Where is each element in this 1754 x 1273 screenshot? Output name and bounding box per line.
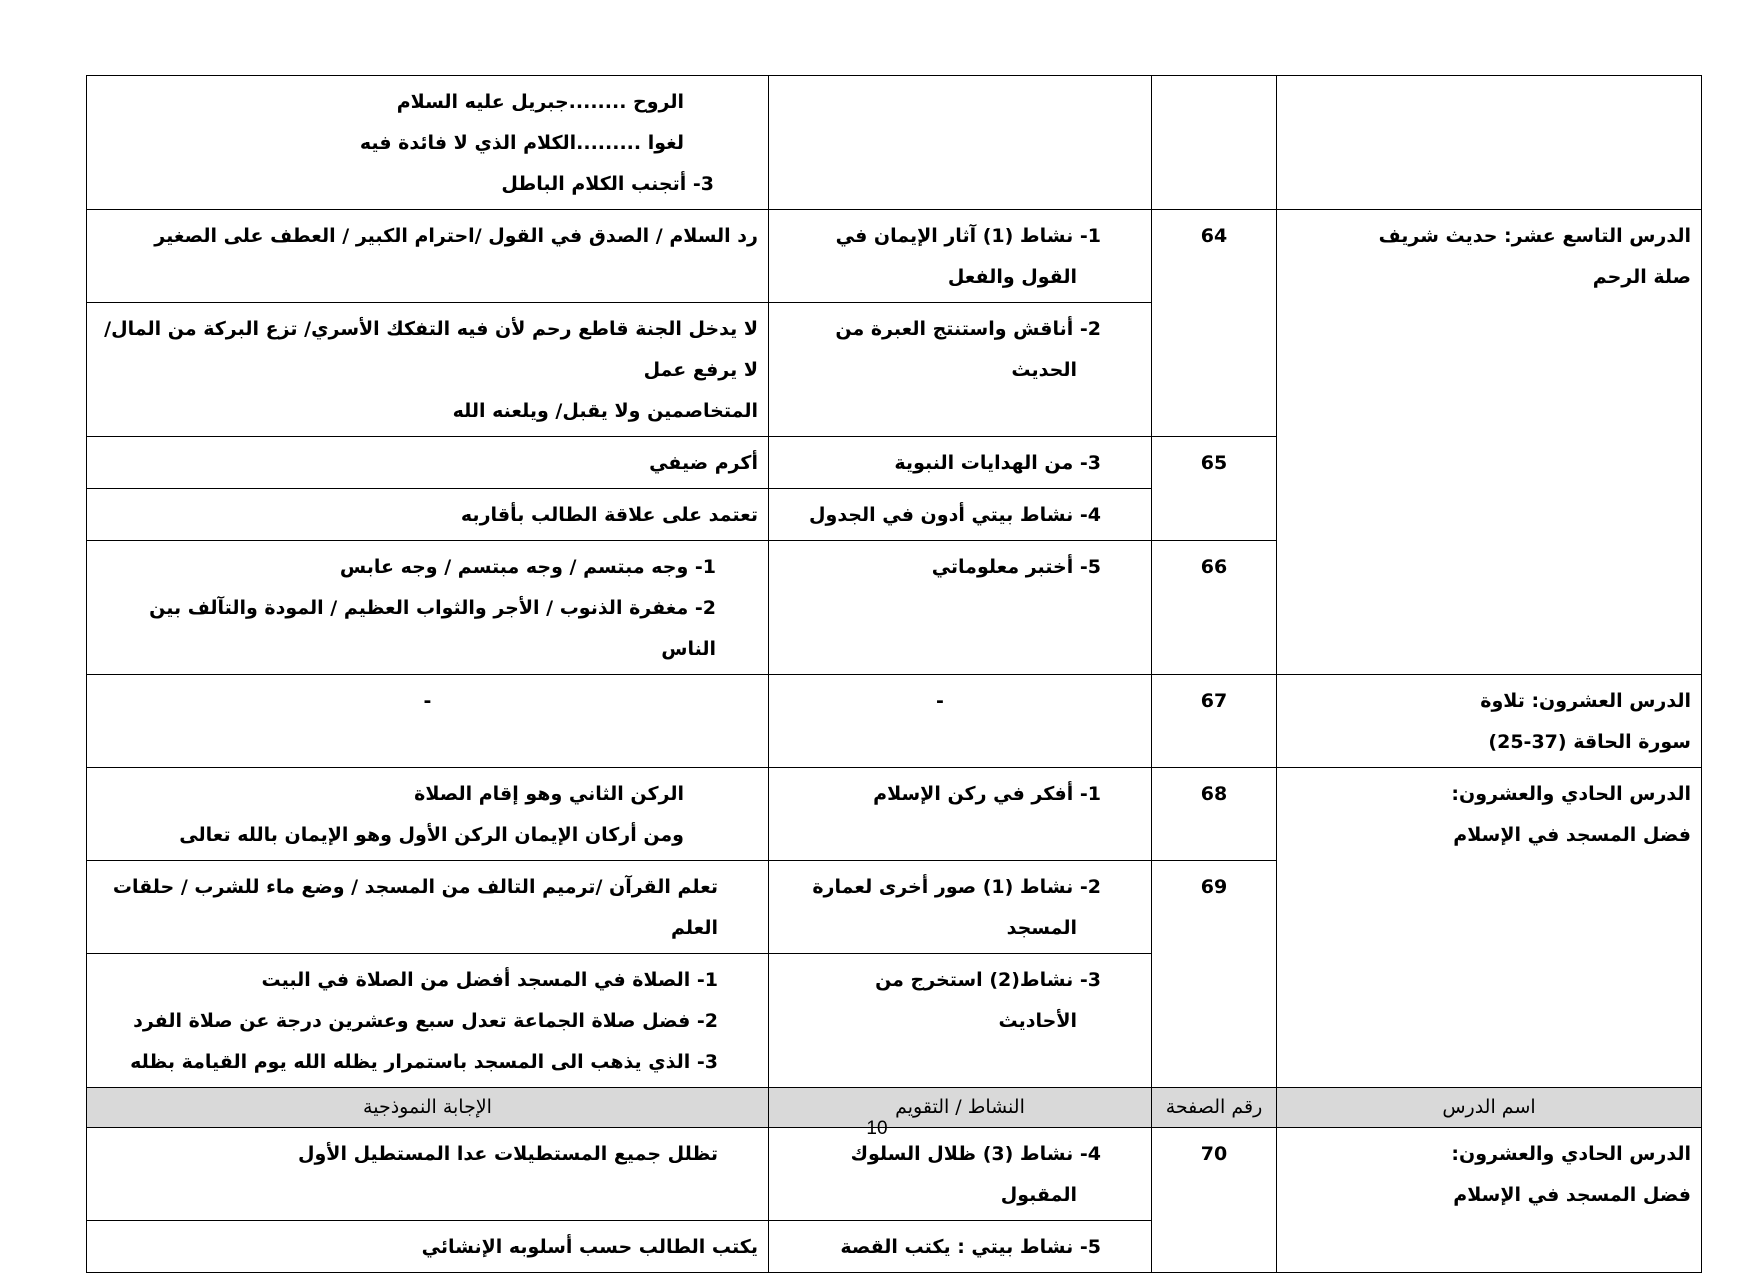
answer-cell: يكتب الطالب حسب أسلوبه الإنشائي	[87, 1221, 769, 1273]
page-number-cell: 68	[1152, 768, 1277, 861]
activity-line: 1- نشاط (1) آثار الإيمان في	[835, 225, 1101, 247]
lesson-subtitle: سورة الحاقة (37-25)	[1488, 731, 1691, 753]
table-row	[87, 76, 1702, 210]
lesson-title: الدرس الحادي والعشرون:	[1451, 1143, 1691, 1165]
lesson-name-cell	[1277, 768, 1702, 1088]
answer-line: -	[423, 690, 432, 712]
activity-line: 3- نشاط(2) استخرج من	[875, 969, 1101, 991]
page-number-cell: 64	[1152, 210, 1277, 437]
lesson-subtitle: فضل المسجد في الإسلام	[1453, 824, 1691, 846]
page-number-cell: 70	[1152, 1128, 1277, 1273]
activity-cell	[769, 861, 1152, 954]
table-row	[87, 675, 1702, 768]
answer-cell: تعتمد على علاقة الطالب بأقاربه	[87, 489, 769, 541]
header-lesson-name: اسم الدرس	[1277, 1088, 1702, 1128]
header-page-number: رقم الصفحة	[1152, 1088, 1277, 1128]
lesson-name-cell	[1277, 675, 1702, 768]
table-row	[87, 768, 1702, 861]
table-row	[87, 210, 1702, 303]
answer-line: 2- فضل صلاة الجماعة تعدل سبع وعشرين درجة عن صلاة الفرد	[133, 1010, 718, 1032]
answer-cell: أكرم ضيفي	[87, 437, 769, 489]
activity-line: المقبول	[1000, 1184, 1077, 1206]
activity-line: 4- نشاط (3) ظلال السلوك	[850, 1143, 1101, 1165]
answer-line: رد السلام / الصدق في القول /احترام الكبير / العطف على الصغير	[154, 225, 758, 247]
answer-line: 2- مغفرة الذنوب / الأجر والثواب العظيم / المودة والتآلف بين الناس	[149, 597, 716, 660]
lesson-subtitle: صلة الرحم	[1592, 266, 1691, 288]
lesson-name-cell	[1277, 1128, 1702, 1273]
answer-line: الروح ........جبريل عليه السلام	[396, 91, 684, 113]
answer-line: 3- الذي يذهب الى المسجد باستمرار يظله الله يوم القيامة بظله	[130, 1051, 718, 1073]
page-number-cell: 67	[1152, 675, 1277, 768]
activity-line: الحديث	[1011, 359, 1077, 381]
activity-line: 2- أناقش واستنتج العبرة من	[835, 318, 1101, 340]
answer-line: 1- وجه مبتسم / وجه مبتسم / وجه عابس	[339, 556, 716, 578]
page-number-cell: 69	[1152, 861, 1277, 1088]
answer-cell	[87, 303, 769, 437]
answer-line: المتخاصمين ولا يقبل/ ويلعنه الله	[452, 400, 758, 422]
activity-cell	[769, 675, 1152, 768]
activity-line: القول والفعل	[947, 266, 1077, 288]
activity-cell: 1- أفكر في ركن الإسلام	[769, 768, 1152, 861]
lesson-name-cell	[1277, 210, 1702, 675]
activity-line: المسجد	[1006, 917, 1077, 939]
lesson-title: الدرس العشرون: تلاوة	[1480, 690, 1691, 712]
answer-line: 3- أتجنب الكلام الباطل	[501, 173, 714, 195]
answer-cell	[87, 954, 769, 1088]
answer-line: الركن الثاني وهو إقام الصلاة	[414, 783, 684, 805]
page-number-cell	[1152, 76, 1277, 210]
lessons-answer-table	[86, 75, 1702, 1273]
answer-cell	[87, 210, 769, 303]
lesson-name-cell	[1277, 76, 1702, 210]
activity-cell	[769, 76, 1152, 210]
table-row	[87, 1128, 1702, 1221]
activity-line: 2- نشاط (1) صور أخرى لعمارة	[812, 876, 1101, 898]
page-number-cell: 65	[1152, 437, 1277, 541]
page-number-cell: 66	[1152, 541, 1277, 675]
header-activity: النشاط / التقويم	[769, 1088, 1152, 1128]
answer-line: ومن أركان الإيمان الركن الأول وهو الإيمان بالله تعالى	[179, 824, 684, 846]
activity-line: -	[936, 690, 944, 712]
lesson-title: الدرس الحادي والعشرون:	[1451, 783, 1691, 805]
lesson-subtitle: فضل المسجد في الإسلام	[1453, 1184, 1691, 1206]
activity-cell	[769, 303, 1152, 437]
answer-line: لا يدخل الجنة قاطع رحم لأن فيه التفكك الأسري/ تزع البركة من المال/ لا يرفع عمل	[104, 318, 758, 381]
answer-cell	[87, 768, 769, 861]
answer-cell: تظلل جميع المستطيلات عدا المستطيل الأول	[87, 1128, 769, 1221]
answer-cell	[87, 76, 769, 210]
answer-line: لغوا .........الكلام الذي لا فائدة فيه	[359, 132, 684, 154]
activity-cell: 4- نشاط بيتي أدون في الجدول	[769, 489, 1152, 541]
activity-line: الأحاديث	[998, 1010, 1077, 1032]
answer-cell: تعلم القرآن /ترميم التالف من المسجد / وضع ماء للشرب / حلقات العلم	[87, 861, 769, 954]
answer-cell	[87, 541, 769, 675]
activity-cell: 5- أختبر معلوماتي	[769, 541, 1152, 675]
activity-cell	[769, 1128, 1152, 1221]
answer-cell	[87, 675, 769, 768]
page-number-footer: 10	[866, 1118, 888, 1139]
answer-line: 1- الصلاة في المسجد أفضل من الصلاة في البيت	[261, 969, 718, 991]
activity-cell	[769, 954, 1152, 1088]
header-model-answer: الإجابة النموذجية	[87, 1088, 769, 1128]
activity-cell	[769, 210, 1152, 303]
activity-cell: 5- نشاط بيتي : يكتب القصة	[769, 1221, 1152, 1273]
activity-cell: 3- من الهدايات النبوية	[769, 437, 1152, 489]
lesson-title: الدرس التاسع عشر: حديث شريف	[1378, 225, 1691, 247]
